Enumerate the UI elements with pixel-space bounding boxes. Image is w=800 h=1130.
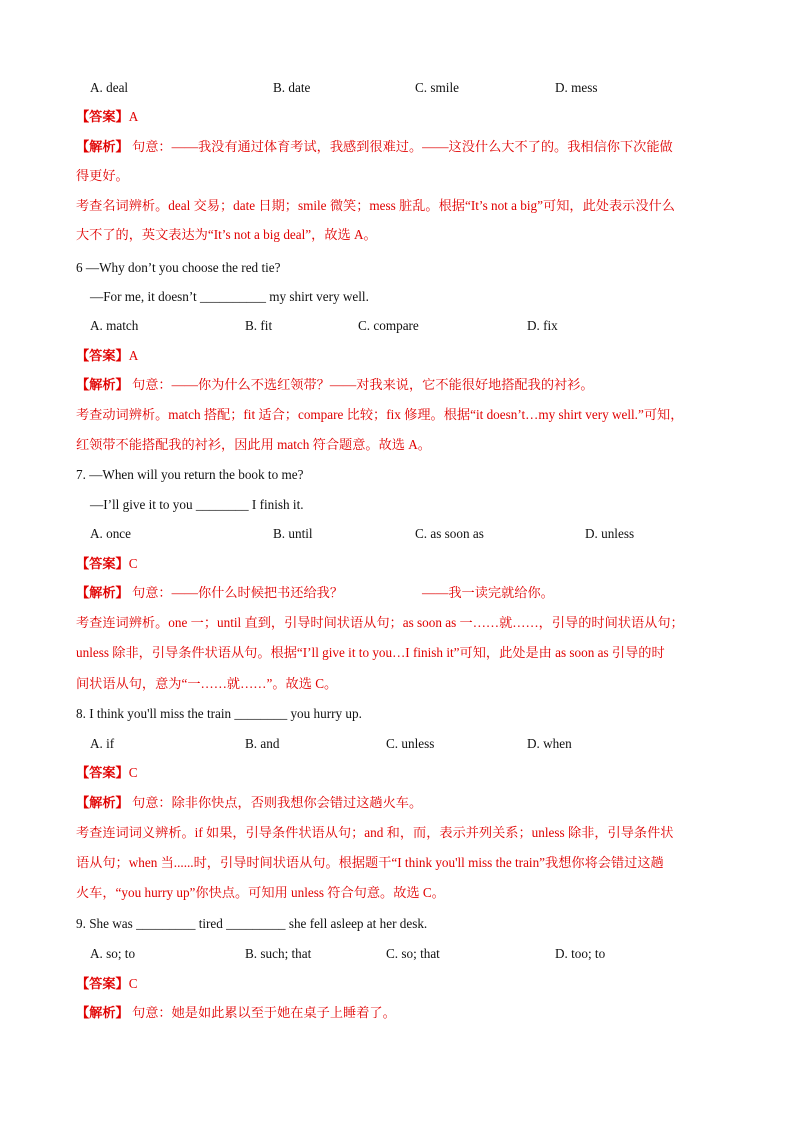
q7-analysis-line-1-continued: ——我一读完就给你。	[422, 585, 554, 600]
q7-analysis-line-3: unless 除非，引导条件状语从句。根据“I’ll give it to you…I finish it”可知，此处是由 as soon as 引导的时	[76, 645, 665, 660]
q8-answer	[76, 764, 138, 782]
q9-option-a: A. so; to	[90, 946, 136, 961]
q5-answer	[76, 108, 138, 126]
answer-value: C	[128, 976, 138, 991]
analysis-text: 句意：——你什么时候把书还给我？	[132, 585, 344, 600]
q8-stem-line-1: 8. I think you'll miss the train ________ you hurry up.	[76, 706, 362, 721]
answer-value: C	[128, 556, 138, 571]
q7-option-b: B. until	[273, 526, 313, 541]
q8-analysis-line-4: 火车，“you hurry up”你快点。可知用 unless 符合句意。故选 C。	[76, 885, 445, 900]
q8-option-c: C. unless	[386, 736, 435, 751]
q7-option-a: A. once	[90, 526, 132, 541]
q7-answer	[76, 555, 138, 573]
q5-option-d: D. mess	[555, 80, 598, 95]
q6-option-d: D. fix	[527, 318, 558, 333]
analysis-tag: 【解析】	[76, 139, 129, 154]
analysis-tag: 【解析】	[76, 1005, 129, 1020]
q6-analysis-line-1	[76, 376, 594, 394]
q8-analysis-line-3: 语从句；when 当......时，引导时间状语从句。根据题干“I think you'll miss the train”我想你将会错过这趟	[76, 855, 664, 870]
analysis-text: 句意：除非你快点，否则我想你会错过这趟火车。	[132, 795, 423, 810]
q7-option-d: D. unless	[585, 526, 635, 541]
answer-value: C	[128, 765, 138, 780]
q7-stem-line-2: —I’ll give it to you ________ I finish it.	[90, 497, 304, 512]
q5-analysis-line-3: 考查名词辨析。deal 交易；date 日期；smile 微笑；mess 脏乱。根据“It’s not a big”可知，此处表示没什么	[76, 198, 675, 213]
answer-value: A	[128, 109, 139, 124]
q9-option-b: B. such; that	[245, 946, 312, 961]
q8-option-a: A. if	[90, 736, 115, 751]
q7-analysis-line-1	[76, 584, 343, 602]
q6-option-b: B. fit	[245, 318, 273, 333]
q6-analysis-line-2: 考查动词辨析。match 搭配；fit 适合；compare 比较；fix 修理。根据“it doesn’t…my shirt very well.”可知，	[76, 407, 684, 422]
q9-stem-line-1: 9. She was _________ tired _________ she fell asleep at her desk.	[76, 916, 428, 931]
q8-option-b: B. and	[245, 736, 280, 751]
q5-option-c: C. smile	[415, 80, 459, 95]
answer-tag: 【答案】	[76, 765, 129, 780]
q7-analysis-line-4: 间状语从句，意为“一……就……”。故选 C。	[76, 676, 338, 691]
answer-value: A	[128, 348, 139, 363]
q9-option-d: D. too; to	[555, 946, 606, 961]
q6-option-a: A. match	[90, 318, 139, 333]
analysis-tag: 【解析】	[76, 377, 129, 392]
q5-analysis-line-2: 得更好。	[76, 168, 129, 183]
analysis-text: 句意：她是如此累以至于她在桌子上睡着了。	[132, 1005, 396, 1020]
q8-option-d: D. when	[527, 736, 572, 751]
analysis-text: 句意：——你为什么不选红领带？——对我来说，它不能很好地搭配我的衬衫。	[132, 377, 594, 392]
q7-analysis-line-2: 考查连词辨析。one 一；until 直到，引导时间状语从句；as soon as 一……就……，引导的时间状语从句；	[76, 615, 684, 630]
q9-analysis-line-1	[76, 1004, 396, 1022]
q5-analysis-line-1	[76, 138, 673, 156]
q5-option-b: B. date	[273, 80, 311, 95]
q7-stem-line-1: 7. —When will you return the book to me?	[76, 467, 304, 482]
q9-option-c: C. so; that	[386, 946, 440, 961]
q6-stem-line-1: 6 —Why don’t you choose the red tie?	[76, 260, 281, 275]
analysis-tag: 【解析】	[76, 795, 129, 810]
analysis-tag: 【解析】	[76, 585, 129, 600]
q8-analysis-line-2: 考查连词词义辨析。if 如果，引导条件状语从句；and 和，而，表示并列关系；unless 除非，引导条件状	[76, 825, 674, 840]
q9-answer	[76, 975, 138, 993]
analysis-text: 句意：——我没有通过体育考试，我感到很难过。——这没什么大不了的。我相信你下次能做	[132, 139, 673, 154]
q6-stem-line-2: —For me, it doesn’t __________ my shirt very well.	[90, 289, 369, 304]
q6-option-c: C. compare	[358, 318, 419, 333]
q7-option-c: C. as soon as	[415, 526, 484, 541]
answer-tag: 【答案】	[76, 976, 129, 991]
q5-option-a: A. deal	[90, 80, 129, 95]
answer-tag: 【答案】	[76, 348, 129, 363]
q8-analysis-line-1	[76, 794, 422, 812]
answer-tag: 【答案】	[76, 109, 129, 124]
q5-analysis-line-4: 大不了的，英文表达为“It’s not a big deal”，故选 A。	[76, 227, 377, 242]
q6-answer	[76, 347, 138, 365]
q6-analysis-line-3: 红领带不能搭配我的衬衫，因此用 match 符合题意。故选 A。	[76, 437, 431, 452]
answer-tag: 【答案】	[76, 556, 129, 571]
